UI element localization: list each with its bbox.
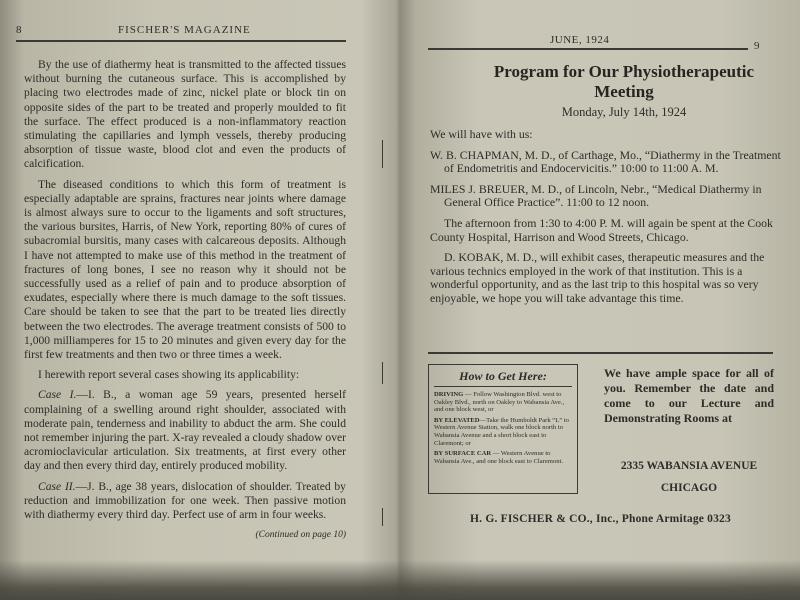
program-intro: We will have with us: <box>430 127 533 141</box>
section-rule <box>428 352 773 354</box>
direction-text: —Take the Humboldt Park “L” to Western Avenue Station, walk one block north to Wabansia Avenue and a short block east to Claremont; or <box>434 416 569 447</box>
binding-mark <box>382 140 383 168</box>
direction-label: BY ELEVATED <box>434 416 480 424</box>
case-text: —J. B., age 38 years, dislocation of shoulder. Treated by reduction and immobilization for one week. Then passive motion with diathermy every third day. Perfect use of arm in four weeks. <box>24 479 346 522</box>
article-paragraph: I herewith report several cases showing its applicability: <box>38 368 300 382</box>
case-text: —I. B., a woman age 59 years, presented herself complaining of a swelling around right shoulder, associated with moderate pain, tenderness and inability to abduct the arm. She could not remember injuring the part. X-ray revealed a cloudy shadow over acromioclavicular articulation. Six treatments, at first every other day and then every third day, entirely produced mobility. <box>24 388 346 473</box>
program-title <box>434 62 800 102</box>
binding-mark <box>382 362 383 384</box>
right-page <box>408 0 800 560</box>
right-page-number: 9 <box>754 40 760 52</box>
case-paragraph <box>24 480 346 523</box>
left-page-header: FISCHER'S MAGAZINE <box>118 24 251 36</box>
left-article-body <box>24 58 346 543</box>
program-title-line: Meeting <box>594 82 654 101</box>
venue-address <box>604 455 774 499</box>
kobak-note: D. KOBAK, M. D., will exhibit cases, therapeutic measures and the various technics employed in the work of that institution. This is a wonderful opportunity, and as the last trip to this hospital was so very enjoyable, we hope you will take advantage this time. <box>430 250 765 305</box>
directions-surface <box>434 450 572 465</box>
case-label: Case II. <box>38 479 76 493</box>
left-page-number: 8 <box>16 24 22 36</box>
program-title-line: Program for Our Physiotherapeutic <box>493 62 755 81</box>
speaker-entry: MILES J. BREUER, M. D., of Lincoln, Nebr., “Medical Diathermy in General Office Practice”. 11:00 to 12 noon. <box>430 181 762 210</box>
speaker-entry: W. B. CHAPMAN, M. D., of Carthage, Mo., “Diathermy in the Treatment of Endometritis and Endocervicitis.” 10:00 to 11:00 A. M. <box>430 147 781 176</box>
direction-label: BY SURFACE CAR <box>434 450 492 458</box>
space-notice: We have ample space for all of you. Remember the date and come to our Lecture and Demonstrating Rooms at <box>604 366 774 425</box>
table-shadow <box>0 560 800 600</box>
article-paragraph: By the use of diathermy heat is transmitted to the affected tissues without burning the cutaneous surface. This is accomplished by placing two electrodes made of zinc, nickel plate or block tin on opposite sides of the part to be treated and properly moulded to fit the surface. The effect produced is a non-inflammatory reaction stimulating the capillaries and lymph vessels, thereby producing absorption of tissue waste, blood clot and even the products of calcification. <box>24 58 346 171</box>
directions-box <box>428 364 578 494</box>
address-street: 2335 WABANSIA AVENUE <box>620 460 758 472</box>
left-page <box>0 0 380 560</box>
case-paragraph <box>24 388 346 473</box>
binding-mark <box>382 508 383 526</box>
case-label: Case I. <box>38 388 77 402</box>
meeting-date: Monday, July 14th, 1924 <box>561 105 687 119</box>
right-header-date: JUNE, 1924 <box>550 34 610 46</box>
continued-note: (Continued on page 10) <box>255 530 346 541</box>
address-city: CHICAGO <box>660 482 718 494</box>
direction-label: DRIVING <box>434 391 464 398</box>
article-paragraph: The diseased conditions to which this form of treatment is especially adaptable are sprains, fractures near joints where damage is almost always sure to occur to the ligaments and soft structures, the various bursites, Harris, of New York, reporting 80% of cures of subacromial bursitis, many cases with calcareous deposits. Although I have not attempted to make use of this method in the treatment of fractures of long bones, I see no reason why it should not be successfully used as a relief of pain and to produce absorption of exudates, especially where there is much damage to the soft tissues. Care should be taken to see that the part to be treated lies directly between the two electrodes. The average treatment consists of 500 to 1,000 milliamperes for 15 to 20 minutes and given every day for the first few treatments and then two or three times a week. <box>24 177 346 362</box>
direction-text: — Follow Washington Blvd. west to Oakley Blvd., north on Oakley to Wabansia Ave., and one block west, or <box>434 391 565 414</box>
direction-text: — Western Avenue to Wabansia Ave., and one block east to Claremont. <box>434 450 563 465</box>
afternoon-note: The afternoon from 1:30 to 4:00 P. M. will again be spent at the Cook County Hospital, Harrison and Wood Streets, Chicago. <box>430 215 773 244</box>
left-header-rule <box>16 40 346 42</box>
directions-title: How to Get Here: <box>434 369 572 387</box>
company-footer: H. G. FISCHER & CO., Inc., Phone Armitage 0323 <box>470 513 731 525</box>
directions-elevated <box>434 417 572 447</box>
directions-driving <box>434 391 572 414</box>
program-body <box>430 128 790 313</box>
right-header-rule <box>428 48 748 50</box>
